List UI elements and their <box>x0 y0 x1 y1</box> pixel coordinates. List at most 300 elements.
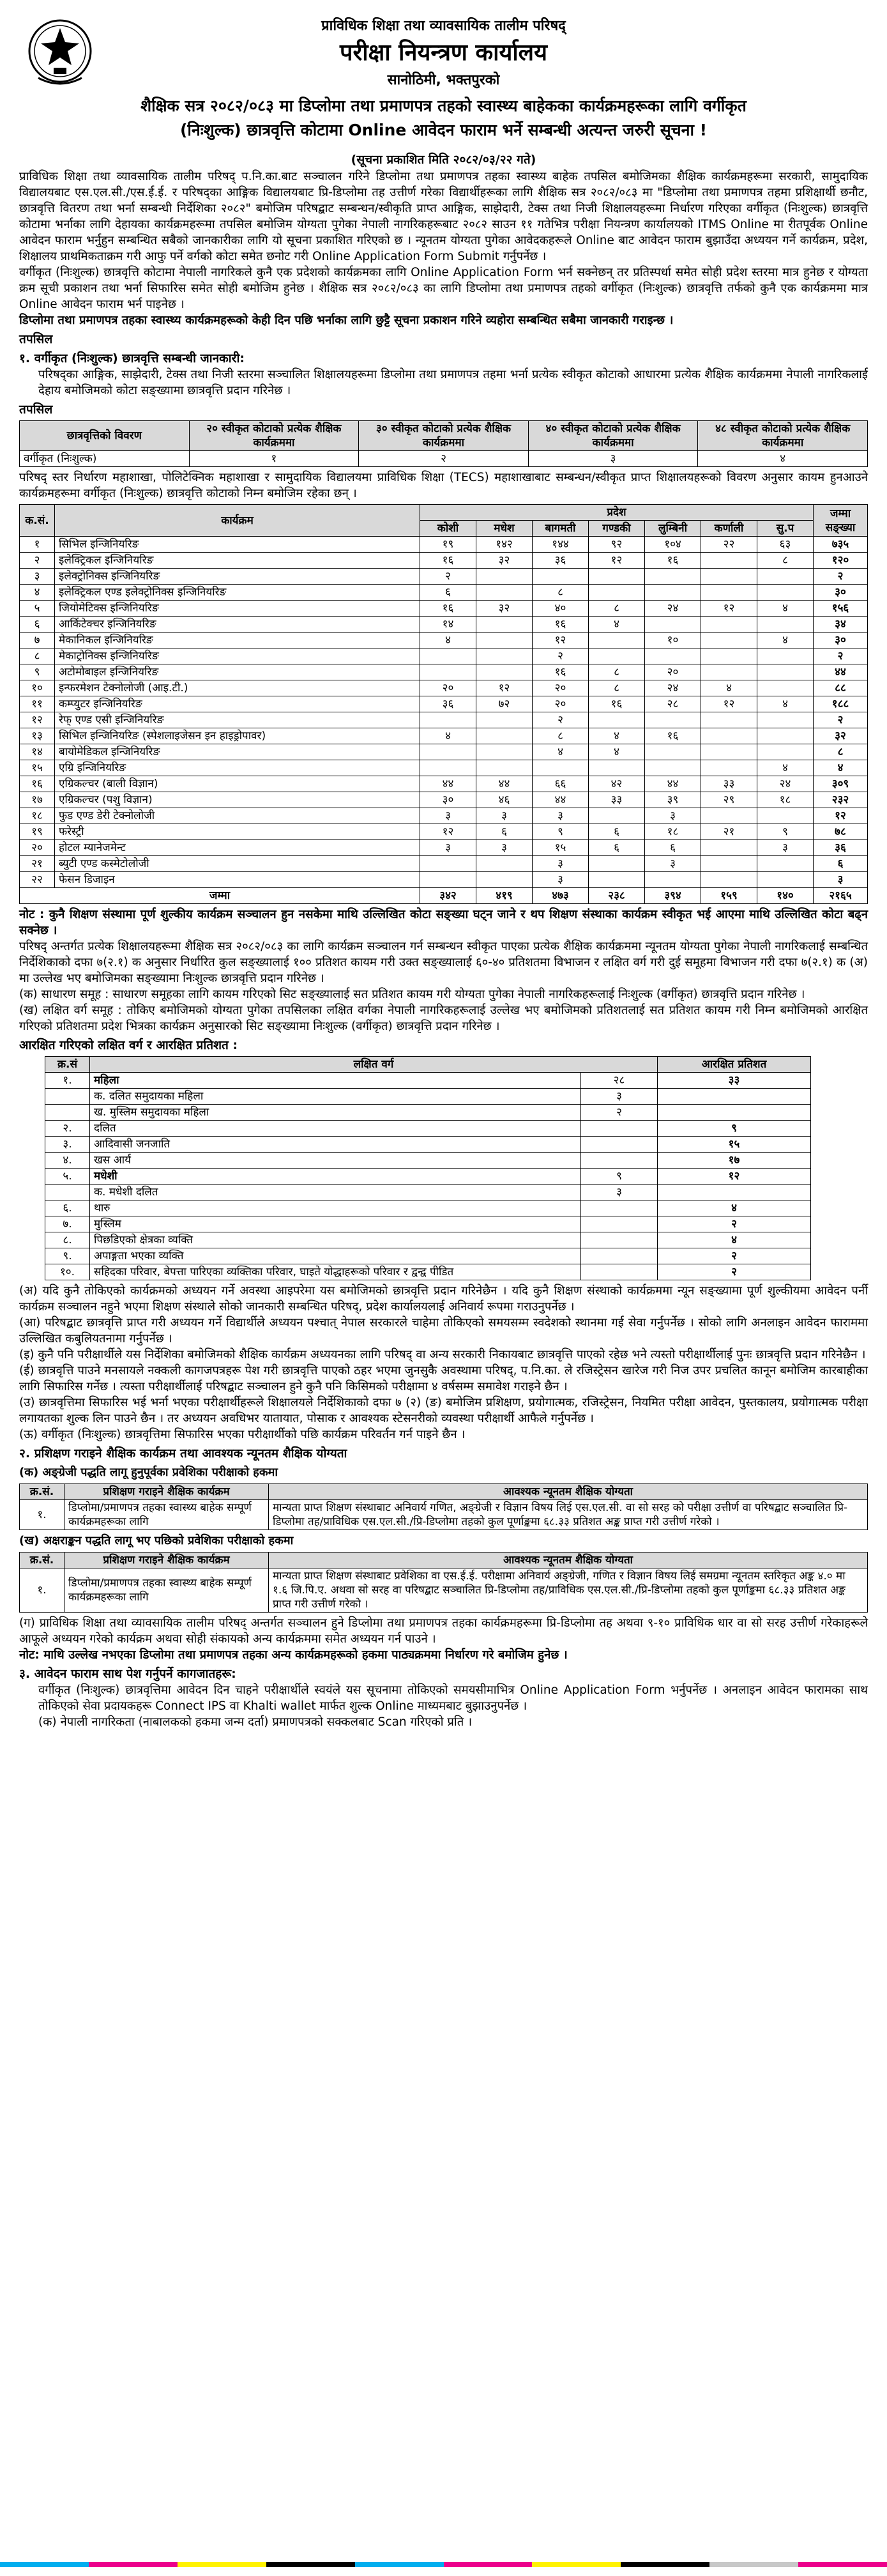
program-row <box>20 648 868 664</box>
province-quota: ६ <box>476 824 533 840</box>
program-sn: २२ <box>20 872 55 888</box>
qualification-table-a <box>19 1483 868 1530</box>
color-swatch <box>266 2562 355 2567</box>
program-name: फेसन डिजाइन <box>55 872 420 888</box>
province-quota: २० <box>645 664 701 680</box>
reserve-row <box>45 1169 811 1184</box>
program-header-province: प्रदेश <box>420 505 814 521</box>
reserve-group: ख. मुस्लिम समुदायका महिला <box>90 1105 581 1121</box>
province-quota: २२ <box>701 537 757 553</box>
province-quota <box>533 760 589 776</box>
qual-b-header: प्रशिक्षण गराइने शैक्षिक कार्यक्रम <box>64 1552 269 1568</box>
program-sn: १६ <box>20 776 55 792</box>
clause-uu: (ऊ) वर्गीकृत (निःशुल्क) छात्रवृत्तिमा सिफारिस भएका परीक्षार्थीको पछि कार्यक्रम परिवर्तन गर्न पाइने छैन । <box>19 1428 466 1441</box>
qual-b-header: आवश्यक न्यूनतम शैक्षिक योग्यता <box>269 1552 868 1568</box>
province-quota: २ <box>533 712 589 728</box>
province-quota <box>701 553 757 569</box>
program-name: इलेक्ट्रोनिक्स इन्जिनियरिङ <box>55 569 420 585</box>
reserve-row <box>45 1073 811 1089</box>
province-quota <box>420 744 476 760</box>
reserve-table <box>45 1056 811 1280</box>
province-quota: २० <box>420 680 476 696</box>
province-quota <box>645 744 701 760</box>
province-quota: ६ <box>420 585 476 601</box>
reserve-group: पिछडिएको क्षेत्रका व्यक्ति <box>90 1232 581 1248</box>
program-row <box>20 840 868 856</box>
program-row <box>20 792 868 808</box>
program-sn: ९ <box>20 664 55 680</box>
program-row <box>20 776 868 792</box>
program-total: ४ <box>814 760 868 776</box>
province-quota: १६ <box>420 553 476 569</box>
reserve-pct <box>658 1105 811 1121</box>
province-quota <box>476 872 533 888</box>
notice-title-line-2: (निःशुल्क) छात्रवृत्ति कोटामा Online आवेदन फाराम भर्ने सम्बन्धी अत्यन्त जरुरी सूचना ! <box>179 121 708 139</box>
province-quota: १८ <box>757 792 814 808</box>
program-row <box>20 856 868 872</box>
province-quota: १४२ <box>476 537 533 553</box>
province-header: मधेश <box>476 521 533 537</box>
province-quota: १०४ <box>645 537 701 553</box>
program-sn: १९ <box>20 824 55 840</box>
program-sn: ३ <box>20 569 55 585</box>
province-quota: ३० <box>420 792 476 808</box>
program-total: १८८ <box>814 696 868 712</box>
clause-aa: (आ) परिषद्बाट छात्रवृत्ति प्राप्त गरी अध्ययन गर्ने विद्यार्थीले अध्ययन पश्चात् नेपाल सरकारले चाहेमा तोकिएको समयसम्म स्वदेशको स्थानमा गई सेवा गर्नुपर्नेछ । सोको लागि अनलाइन आवेदन फाराममा उल्लिखित कबुलियतनामा गर्नुपर्नेछ । <box>19 1316 868 1346</box>
province-quota: ६३ <box>757 537 814 553</box>
reserve-sn: ३. <box>45 1137 90 1153</box>
reserve-pct <box>658 1184 811 1200</box>
province-quota: ३ <box>476 840 533 856</box>
province-quota <box>589 856 645 872</box>
province-quota <box>701 744 757 760</box>
program-row <box>20 617 868 632</box>
province-quota <box>757 648 814 664</box>
program-total: ८८ <box>814 680 868 696</box>
province-header: गण्डकी <box>589 521 645 537</box>
qual-b-cell: मान्यता प्राप्त शिक्षण संस्थाबाट प्रवेशिका वा एस.ई.ई. परीक्षामा अनिवार्य अङ्ग्रेजी, गणित र विज्ञान विषय लिई समग्रमा न्यूनतम स्तरिकृत अङ्क ४.० मा १.६ जि.पि.ए. अथवा सो सरह वा परिषद्बाट सञ्चालित प्रि-डिप्लोमा तह/प्राविधिक एस.एल.सी./प्रि-डिप्लोमा तहको कुल पूर्णाङ्कमा ६८.३३ प्रतिशत अङ्क प्राप्त गरी उत्तीर्ण गरेको । <box>269 1568 868 1613</box>
program-sn: ६ <box>20 617 55 632</box>
province-quota: ३ <box>645 808 701 824</box>
quota-cell: वर्गीकृत (निःशुल्क) <box>20 451 190 467</box>
clause-u: (उ) छात्रवृत्तिमा सिफारिस भई भर्ना भएका परीक्षार्थीहरूले शिक्षालयले निर्देशिकाको दफा ७ (२) (ङ) बमोजिम प्रशिक्षण, प्रयोगात्मक, रजिस्ट्रेसन, नियमित परीक्षा आवेदन, पुस्तकालय, प्रयोगात्मक परीक्षा लगायतका शुल्क लिन पाउने छैन । तर अध्ययन अवधिभर यातायात, पोसाक र आवश्यक स्टेसनरीको व्यवस्था परीक्षार्थी आफैले गर्नुपर्नेछ । <box>19 1396 868 1425</box>
province-quota: २ <box>533 648 589 664</box>
program-total: ८ <box>814 744 868 760</box>
province-header: कर्णाली <box>701 521 757 537</box>
note-2: परिषद् अन्तर्गत प्रत्येक शिक्षालयहरूमा शैक्षिक सत्र २०८२/०८३ का लागि कार्यक्रम सञ्चालन गर्न सम्बन्धन स्वीकृत पाएका प्रत्येक शैक्षिक कार्यक्रममा न्यूनतम योग्यता पुगेका नेपाली नागरिकलाई सम्बन्धित निर्देशिकाको दफा ७(२.१) क अनुसार निर्धारित कुल सङ्ख्यालाई १०० प्रतिशत कायम गरी उक्त सङ्ख्यालाई ६०-४० प्रतिशतमा विभाजन र लक्षित वर्ग गरी दुई समूहमा विभाजन गरी दफा ७(२.१) क (अ) मा उल्लेख भए बमोजिमका सङ्ख्यामा निःशुल्क छात्रवृत्ति प्रदान गरिनेछ । <box>19 940 868 985</box>
reserve-group: मुस्लिम <box>90 1216 581 1232</box>
program-total: ७३५ <box>814 537 868 553</box>
program-row <box>20 585 868 601</box>
reserve-row <box>45 1137 811 1153</box>
province-quota: १६ <box>589 696 645 712</box>
province-quota <box>757 712 814 728</box>
province-quota: ४ <box>589 617 645 632</box>
reserve-sub <box>581 1153 658 1169</box>
notice-page <box>19 6 868 1730</box>
province-quota: १४४ <box>533 537 589 553</box>
reserve-pct <box>658 1089 811 1105</box>
province-quota: ६ <box>589 840 645 856</box>
province-quota <box>701 585 757 601</box>
qual-a-header: क्र.सं. <box>20 1484 64 1500</box>
reserve-sub <box>581 1137 658 1153</box>
reserve-sub: २८ <box>581 1073 658 1089</box>
province-quota: ६ <box>645 840 701 856</box>
reserve-row <box>45 1105 811 1121</box>
color-swatch <box>178 2562 266 2567</box>
province-quota: ९२ <box>589 537 645 553</box>
province-quota <box>701 856 757 872</box>
reserve-group: महिला <box>90 1073 581 1089</box>
province-quota: ९ <box>757 824 814 840</box>
section-2-sub-a: (क) अङ्ग्रेजी पद्धति लागू हुनुपूर्वका प्रवेशिका परीक्षाको हकमा <box>19 1466 278 1479</box>
note-ka: (क) साधारण समूह : साधारण समूहका लागि कायम गरिएको सिट सङ्ख्यालाई सत प्रतिशत कायम गरी योग्यता पुगेका नेपाली नागरिकहरूलाई निःशुल्क (वर्गीकृत) छात्रवृत्ति प्रदान गरिनेछ । <box>19 988 805 1001</box>
note-1: नोट : कुनै शिक्षण संस्थामा पूर्ण शुल्कीय कार्यक्रम सञ्चालन हुन नसकेमा माथि उल्लिखित कोटा सङ्ख्या घट्न जाने र थप शिक्षण संस्थाका कार्यक्रम स्वीकृत भई आएमा माथि उल्लिखित कोटा बढ्न सक्नेछ । <box>19 908 868 937</box>
province-quota <box>420 760 476 776</box>
program-sn: २० <box>20 840 55 856</box>
program-total: ७८ <box>814 824 868 840</box>
province-quota: १२ <box>476 680 533 696</box>
province-header: बागमती <box>533 521 589 537</box>
province-quota: ३ <box>533 856 589 872</box>
province-quota: १२ <box>420 824 476 840</box>
program-total: २ <box>814 712 868 728</box>
province-quota: १६ <box>533 664 589 680</box>
reserve-pct: १५ <box>658 1137 811 1153</box>
program-total: २ <box>814 648 868 664</box>
qual-a-header: आवश्यक न्यूनतम शैक्षिक योग्यता <box>269 1484 868 1500</box>
program-name: सिभिल इन्जिनियरिङ <box>55 537 420 553</box>
province-quota <box>645 872 701 888</box>
program-row <box>20 664 868 680</box>
province-quota: ३ <box>645 856 701 872</box>
reserve-group: सहिदका परिवार, बेपत्ता पारिएका व्यक्तिका परिवार, घाइते योद्धाहरूको परिवार र द्वन्द्व पीडित <box>90 1264 581 1280</box>
letterhead <box>19 6 868 139</box>
province-quota: २४ <box>757 776 814 792</box>
province-header: कोशी <box>420 521 476 537</box>
reserve-sub <box>581 1232 658 1248</box>
reserve-sn <box>45 1184 90 1200</box>
province-quota <box>589 872 645 888</box>
province-quota: ४ <box>701 680 757 696</box>
office-location: सानोठिमी, भक्तपुरको <box>387 72 500 88</box>
province-quota <box>701 840 757 856</box>
province-quota <box>701 872 757 888</box>
province-quota <box>701 760 757 776</box>
program-row <box>20 680 868 696</box>
reserve-row <box>45 1121 811 1137</box>
qual-a-header: प्रशिक्षण गराइने शैक्षिक कार्यक्रम <box>64 1484 269 1500</box>
program-total: ३० <box>814 632 868 648</box>
intro-paragraph-3: डिप्लोमा तथा प्रमाणपत्र तहका स्वास्थ्य कार्यक्रमहरूको केही दिन पछि भर्नाका लागि छुट्टै सूचना प्रकाशन गरिने व्यहोरा सम्बन्धित सबैमा जानकारी गराइन्छ । <box>19 314 674 327</box>
province-quota <box>757 585 814 601</box>
program-name: बायोमेडिकल इन्जिनियरिङ <box>55 744 420 760</box>
province-quota <box>645 585 701 601</box>
province-quota <box>589 569 645 585</box>
province-quota: ४४ <box>533 792 589 808</box>
province-quota: ८ <box>757 553 814 569</box>
program-name: इलेक्ट्रिकल एण्ड इलेक्ट्रोनिक्स इन्जिनियरिङ <box>55 585 420 601</box>
program-name: जियोमेटिक्स इन्जिनियरिङ <box>55 601 420 617</box>
program-total: १२ <box>814 808 868 824</box>
province-quota <box>701 648 757 664</box>
notice-title-line-1: शैक्षिक सत्र २०८२/०८३ मा डिप्लोमा तथा प्रमाणपत्र तहको स्वास्थ्य बाहेकका कार्यक्रमहरूका लागि वर्गीकृत <box>140 96 747 115</box>
province-quota <box>476 728 533 744</box>
province-quota: ४ <box>420 632 476 648</box>
province-quota <box>701 712 757 728</box>
program-header-sn: क.सं. <box>20 505 55 537</box>
color-swatch <box>532 2562 621 2567</box>
total-label: जम्मा <box>20 888 420 904</box>
program-total: ३२ <box>814 728 868 744</box>
program-name: एग्रिकल्चर (पशु विज्ञान) <box>55 792 420 808</box>
program-row <box>20 824 868 840</box>
province-quota: ८ <box>533 585 589 601</box>
reserve-group: आदिवासी जनजाति <box>90 1137 581 1153</box>
province-quota: ३ <box>476 808 533 824</box>
program-name: एग्रिकल्चर (बाली विज्ञान) <box>55 776 420 792</box>
province-quota: ३६ <box>420 696 476 712</box>
total-value: ३४२ <box>420 888 476 904</box>
province-quota <box>476 569 533 585</box>
reserve-pct: ३३ <box>658 1073 811 1089</box>
program-row <box>20 601 868 617</box>
reserve-pct: ९ <box>658 1121 811 1137</box>
province-quota <box>420 664 476 680</box>
reserve-sub: ३ <box>581 1184 658 1200</box>
qual-b-header: क्र.सं. <box>20 1552 64 1568</box>
province-quota: ४ <box>757 696 814 712</box>
total-value: २१६५ <box>814 888 868 904</box>
province-quota: ३ <box>420 840 476 856</box>
reserve-sn: १. <box>45 1073 90 1089</box>
reserve-group: क. मधेशी दलित <box>90 1184 581 1200</box>
program-sn: १२ <box>20 712 55 728</box>
program-row <box>20 537 868 553</box>
program-total: ४४ <box>814 664 868 680</box>
section-2-note: नोट: माथि उल्लेख नभएका डिप्लोमा तथा प्रमाणपत्र तहका अन्य कार्यक्रमहरूको हकमा पाठ्यक्रममा निर्धारण गरे बमोजिम हुनेछ । <box>19 1648 568 1662</box>
reserve-group: क. दलित समुदायका महिला <box>90 1089 581 1105</box>
reserve-row <box>45 1200 811 1216</box>
province-quota: ४० <box>533 601 589 617</box>
province-quota <box>420 856 476 872</box>
quota-cell: १ <box>189 451 359 467</box>
reserve-row <box>45 1089 811 1105</box>
province-quota: ३३ <box>701 776 757 792</box>
program-sn: २ <box>20 553 55 569</box>
quota-cell: ३ <box>528 451 698 467</box>
program-name: फरेस्ट्री <box>55 824 420 840</box>
province-quota: १५ <box>533 840 589 856</box>
reserve-header-group: लक्षित वर्ग <box>90 1057 658 1073</box>
program-name: मेकानिकल इन्जिनियरिङ <box>55 632 420 648</box>
total-value: १४० <box>757 888 814 904</box>
reserve-sub <box>581 1121 658 1137</box>
reserve-sub: २ <box>581 1105 658 1121</box>
color-swatch <box>444 2562 533 2567</box>
program-name: फुड एण्ड डेरी टेक्नोलोजी <box>55 808 420 824</box>
province-quota <box>701 632 757 648</box>
province-quota <box>757 569 814 585</box>
province-quota: ८ <box>533 728 589 744</box>
province-quota <box>420 872 476 888</box>
province-quota: २ <box>420 569 476 585</box>
reserve-group: दलित <box>90 1121 581 1137</box>
program-sn: १३ <box>20 728 55 744</box>
program-row <box>20 760 868 776</box>
section-1-text: परिषद्का आङ्गिक, साझेदारी, टेक्स तथा निजी स्तरमा सञ्चालित शिक्षालयहरूमा डिप्लोमा तथा प्रमाणपत्र तहमा भर्ना प्रत्येक स्वीकृत कोटाको आधारमा प्रत्येक शैक्षिक कार्यक्रममा नेपाली नागरिकलाई देहाय बमोजिमको कोटा सङ्ख्यामा छात्रवृत्ति प्रदान गरिनेछ । <box>38 368 868 397</box>
reserve-group: अपाङ्गता भएका व्यक्ति <box>90 1248 581 1264</box>
province-quota: १९ <box>420 537 476 553</box>
program-row <box>20 808 868 824</box>
color-swatch <box>89 2562 178 2567</box>
province-quota: २९ <box>701 792 757 808</box>
reserve-row <box>45 1248 811 1264</box>
reserve-sub: ३ <box>581 1089 658 1105</box>
program-sn: १ <box>20 537 55 553</box>
province-quota <box>757 664 814 680</box>
reserve-sn <box>45 1105 90 1121</box>
province-quota <box>589 648 645 664</box>
program-name: होटल म्यानेजमेन्ट <box>55 840 420 856</box>
total-value: २३८ <box>589 888 645 904</box>
reserve-pct: २ <box>658 1264 811 1280</box>
total-value: ३९४ <box>645 888 701 904</box>
province-quota: ४६ <box>476 792 533 808</box>
program-total: ३ <box>814 872 868 888</box>
province-quota: २४ <box>645 601 701 617</box>
province-quota: ३ <box>533 872 589 888</box>
color-swatch <box>355 2562 444 2567</box>
province-quota: ३ <box>533 808 589 824</box>
reserve-sn: ५. <box>45 1169 90 1184</box>
province-quota <box>701 569 757 585</box>
province-quota <box>701 728 757 744</box>
province-quota: २१ <box>701 824 757 840</box>
program-row <box>20 553 868 569</box>
reserve-sn: ७. <box>45 1216 90 1232</box>
reserve-header-sn: क्र.सं <box>45 1057 90 1073</box>
program-quota-table <box>19 504 868 904</box>
reserve-row <box>45 1184 811 1200</box>
province-quota <box>701 664 757 680</box>
province-quota <box>589 808 645 824</box>
color-swatch <box>0 2562 89 2567</box>
program-total: ३६ <box>814 840 868 856</box>
program-sn: १७ <box>20 792 55 808</box>
province-quota: ९ <box>533 824 589 840</box>
province-quota <box>420 648 476 664</box>
province-header: लुम्बिनी <box>645 521 701 537</box>
section-2-heading: २. प्रशिक्षण गराइने शैक्षिक कार्यक्रम तथा आवश्यक न्यूनतम शैक्षिक योग्यता <box>19 1446 347 1460</box>
province-quota: ४ <box>757 760 814 776</box>
program-name: रेफ् एण्ड एसी इन्जिनियरिङ <box>55 712 420 728</box>
quota-header: ३० स्वीकृत कोटाको प्रत्येक शैक्षिक कार्यक्रममा <box>359 421 529 451</box>
program-total-row <box>20 888 868 904</box>
color-swatch <box>798 2562 887 2567</box>
program-total: १५६ <box>814 601 868 617</box>
section-2-sub-b: (ख) अक्षराङ्कन पद्धति लागू भए पछिको प्रवेशिका परीक्षाको हकमा <box>19 1534 294 1547</box>
province-quota <box>701 617 757 632</box>
program-row <box>20 569 868 585</box>
reserve-heading: आरक्षित गरिएको लक्षित वर्ग र आरक्षित प्रतिशत : <box>19 1038 238 1052</box>
reserve-group: खस आर्य <box>90 1153 581 1169</box>
province-quota: ४ <box>420 728 476 744</box>
quota-header: ४० स्वीकृत कोटाको प्रत्येक शैक्षिक कार्यक्रममा <box>528 421 698 451</box>
section-3-ka: (क) नेपाली नागरिकता (नाबालकको हकमा जन्म दर्ता) प्रमाणपत्रको सक्कलबाट Scan गरिएको प्रति । <box>38 1715 473 1729</box>
program-total: १२० <box>814 553 868 569</box>
reserve-group: मधेशी <box>90 1169 581 1184</box>
province-quota <box>476 664 533 680</box>
reserve-row <box>45 1232 811 1248</box>
province-quota: ४२ <box>589 776 645 792</box>
program-total: २ <box>814 569 868 585</box>
province-quota <box>757 872 814 888</box>
province-quota <box>757 617 814 632</box>
reserve-row <box>45 1216 811 1232</box>
program-sn: १८ <box>20 808 55 824</box>
program-total: ६ <box>814 856 868 872</box>
reserve-sn: ४. <box>45 1153 90 1169</box>
color-swatch <box>709 2562 798 2567</box>
province-quota: ४४ <box>476 776 533 792</box>
reserve-header-pct: आरक्षित प्रतिशत <box>658 1057 811 1073</box>
province-quota <box>476 617 533 632</box>
province-quota: ३२ <box>476 553 533 569</box>
program-header-total: जम्मा सङ्ख्या <box>814 505 868 537</box>
province-quota: १४ <box>420 617 476 632</box>
province-quota: ८ <box>589 680 645 696</box>
program-sn: ७ <box>20 632 55 648</box>
reserve-row <box>45 1153 811 1169</box>
reserve-row <box>45 1264 811 1280</box>
reserve-pct: ४ <box>658 1200 811 1216</box>
reserve-sn: २. <box>45 1121 90 1137</box>
clause-a: (अ) यदि कुनै तोकिएको कार्यक्रमको अध्ययन गर्ने अवस्था आइपरेमा यस बमोजिमको छात्रवृत्ति प्रदान गरिनेछैन । यदि कुनै शिक्षण संस्थाको कार्यक्रममा न्यून सङ्ख्यामा पूर्ण शुल्कीयमा आवेदन पर्नी कार्यक्रम सञ्चालन नहुने भएमा शिक्षण संस्थाले सोको जानकारी सम्बन्धित परिषद्, प्रदेश कार्यालयलाई अनिवार्य रूपमा गराउनुपर्नेछ । <box>19 1284 868 1314</box>
quota-table <box>19 420 868 467</box>
province-quota: ४ <box>757 601 814 617</box>
program-sn: १४ <box>20 744 55 760</box>
province-quota <box>757 744 814 760</box>
section-3-heading: ३. आवेदन फाराम साथ पेश गर्नुपर्ने कागजातहरू: <box>19 1667 236 1681</box>
program-name: इन्फरमेशन टेक्नोलोजी (आइ.टी.) <box>55 680 420 696</box>
province-quota <box>589 585 645 601</box>
province-quota: ३३ <box>589 792 645 808</box>
province-quota: ८ <box>589 601 645 617</box>
province-quota <box>476 760 533 776</box>
council-name: प्राविधिक शिक्षा तथा व्यावसायिक तालीम परिषद् <box>321 18 566 34</box>
reserve-sn: ८. <box>45 1232 90 1248</box>
intro-paragraph-2: वर्गीकृत (निःशुल्क) छात्रवृत्ति कोटामा नेपाली नागरिकले कुनै एक प्रदेशको कार्यक्रमका लागि Online Application Form भर्न सक्नेछन् तर प्रतिस्पर्धा समेत सोही प्रदेश स्तरमा मात्र हुनेछ र योग्यता क्रम सूची प्रकाशन तथा भर्ना सिफारिस समेत सोही बमोजिम हुनेछ । शैक्षिक सत्र २०८२/०८३ का लागि डिप्लोमा तथा प्रमाणपत्र तहको वर्गीकृत (निःशुल्क) छात्रवृत्ति तर्फको कुनै एक कार्यक्रममा मात्र Online आवेदन फाराम भर्न पाइनेछ । <box>19 266 868 311</box>
province-quota: ४ <box>589 744 645 760</box>
program-row <box>20 696 868 712</box>
program-sn: ८ <box>20 648 55 664</box>
total-value: १५९ <box>701 888 757 904</box>
province-quota: १६ <box>645 553 701 569</box>
province-quota: ४ <box>757 632 814 648</box>
program-total: ३०९ <box>814 776 868 792</box>
program-total: २३२ <box>814 792 868 808</box>
tapasil-label: तपसिल <box>19 332 53 346</box>
reserve-sn <box>45 1089 90 1105</box>
reserve-pct: ४ <box>658 1232 811 1248</box>
intro-paragraph-1: प्राविधिक शिक्षा तथा व्यावसायिक तालीम परिषद् प.नि.का.बाट सञ्चालन गरिने डिप्लोमा तथा प्रमाणपत्र तहका स्वास्थ्य बाहेक तपसिल बमोजिमका शैक्षिक कार्यक्रमहरूमा सरकारी, सामुदायिक विद्यालयबाट एस.एल.सी./एस.ई.ई. र परिषद्का आङ्गिक विद्यालयबाट प्रि-डिप्लोमा तह उत्तीर्ण गरेका विद्यार्थीहरूका लागि शैक्षिक सत्र २०८२/०८३ मा "डिप्लोमा तथा प्रमाणपत्र तहमा प्रशिक्षार्थी छनौट, छात्रवृत्ति वितरण तथा भर्ना सम्बन्धी निर्देशिका २०८२" बमोजिम परिषद्बाट सम्बन्धन/स्वीकृति प्राप्त आङ्गिक, साझेदारी, टेक्स तथा निजी शिक्षालयहरूमा निर्धारण गरिएका वर्गीकृत (निःशुल्क) छात्रवृत्ति कोटामा भर्नाका लागि देहायका कार्यक्रमहरूमा तपसिल बमोजिम योग्यता पुगेका नेपाली नागरिकहरूबाट २०८२ साउन ११ गतेभित्र परीक्षा नियन्त्रण कार्यालयको ITMS Online मा रीतपूर्वक Online आवेदन फाराम भर्नुहुन सम्बन्धित सबैको जानकारीका लागि यो सूचना प्रकाशित गरिएको छ । न्यूनतम योग्यता पुगेका आवेदकहरूले Online बाट आवेदन फाराम बुझाउँदा अध्ययन गर्ने कार्यक्रम, प्रदेश, शिक्षालय प्राथमिकताक्रम गरी आफु पर्ने वर्गको कोटा समेत छनोट गरी Online Application Form Submit गर्नुपर्नेछ । <box>19 170 868 263</box>
clause-ii: (ई) छात्रवृत्ति पाउने मनसायले नक्कली कागजपत्रहरू पेश गरी छात्रवृत्ति पाएको ठहर भएमा जुनसुकै अवस्थामा परिषद्, प.नि.का. ले रजिस्ट्रेसन खारेज गरी निज उपर प्रचलित कानून बमोजिम कारबाहीका लागि सिफारिस गर्नेछ । त्यस्ता परीक्षार्थीलाई परिषद्बाट सञ्चालन हुने कुनै पनि किसिमको परीक्षामा ४ वर्षसम्म समावेश गराइने छैन । <box>19 1364 868 1393</box>
province-quota: ३ <box>757 840 814 856</box>
province-quota: २० <box>533 680 589 696</box>
program-sn: ५ <box>20 601 55 617</box>
